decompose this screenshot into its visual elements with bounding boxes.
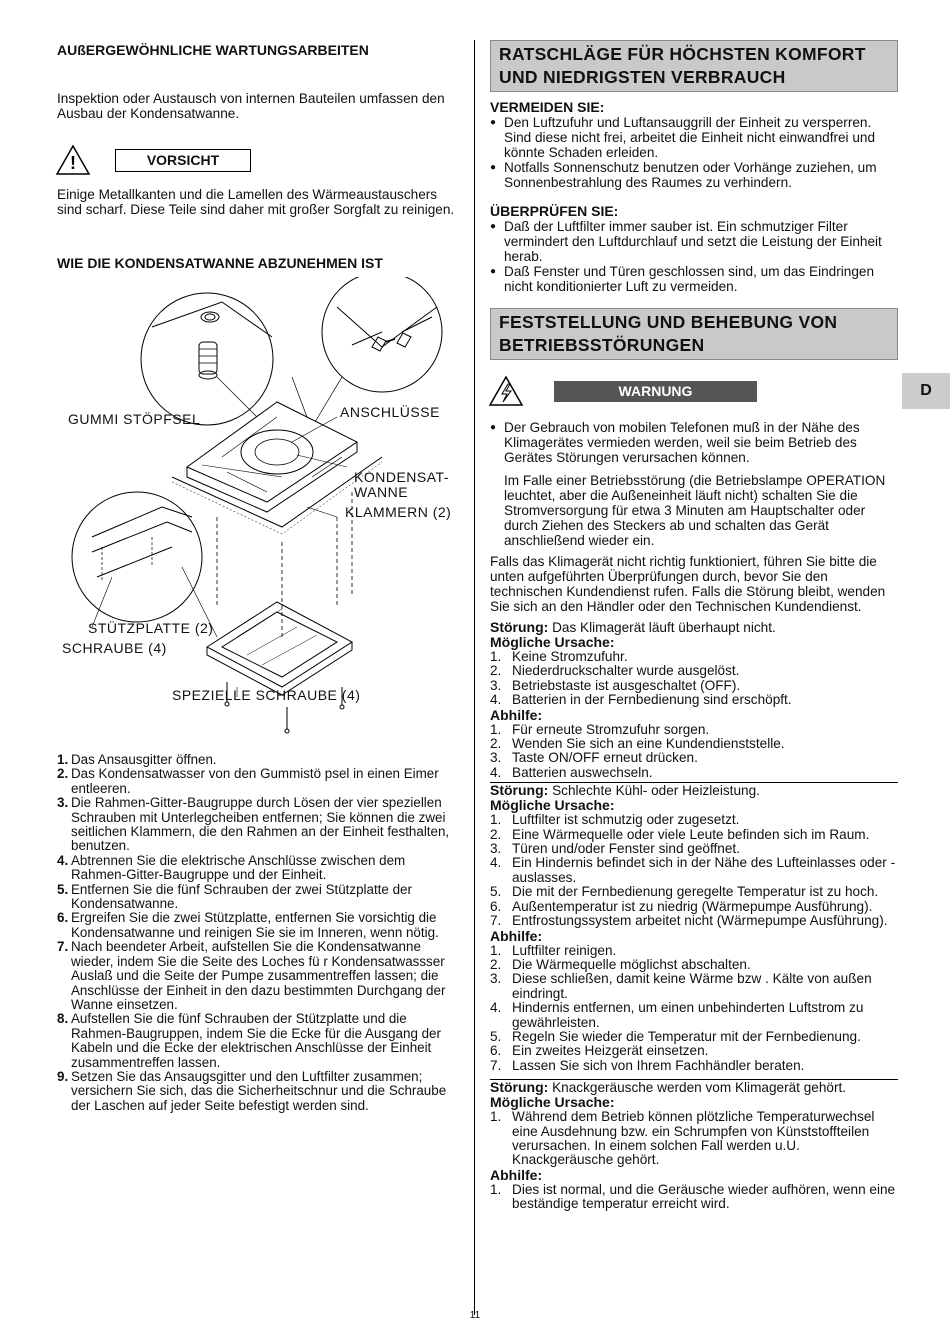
label-special-screw: SPEZIELLE SCHRAUBE (4): [172, 687, 361, 703]
list-item: 3. Türen und/oder Fenster sind geöffnet.: [490, 841, 740, 857]
list-item: 2. Das Kondensatwasser von den Gummistö psel in einen Eimer entleeren.: [57, 766, 439, 796]
cause-title: Mögliche Ursache:: [490, 797, 615, 814]
list-item: 6. Ergreifen Sie die zwei Stützplatte, entfernen Sie vorsichtig die Kondensatwanne und reinigen Sie sie im Inneren, wenn nötig.: [57, 910, 439, 940]
list-item: 6. Außentemperatur ist zu niedrig (Wärmepumpe Ausführung).: [490, 898, 873, 914]
list-item: ● Der Gebrauch von mobilen Telefonen muß in der Nähe des Klimagerätes vermieden werden, weil sie beim Betrieb des Gerätes Störungen verursachen können.: [490, 420, 898, 465]
label-condensate: KONDENSAT-: [354, 469, 449, 485]
maintenance-intro: Inspektion oder Austausch von internen Bauteilen umfassen den Ausbau der Kondensatwanne.: [57, 91, 445, 121]
label-support-plate: STÜTZPLATTE (2): [88, 620, 214, 636]
warning-list: [490, 420, 898, 465]
fault-block: [490, 782, 898, 1073]
removal-steps: [57, 753, 462, 1113]
label-pan: WANNE: [354, 484, 409, 500]
list-item: 9. Setzen Sie das Ansaugsgitter und den Luftfilter zusammen; versichern Sie sich, das die Sicherheitschnur und die Schraube der Laschen auf jeder Seite befestigt werden sind.: [57, 1068, 447, 1113]
section-title-maintenance: AUßERGEWÖHNLICHE WARTUNGSARBEITEN: [57, 42, 369, 58]
electric-hazard-icon: [488, 375, 524, 407]
fault-title: Störung: Schlechte Kühl- oder Heizleistung.: [490, 782, 760, 799]
remedy-list: [490, 1183, 898, 1212]
list-item: ● Den Luftzufuhr und Luftansauggrill der Einheit zu versperren. Sind diese nicht frei, arbeitet die Einheit nicht einwandfrei und könnte Schaden erleiden.: [490, 115, 898, 160]
avoid-title: VERMEIDEN SIE:: [490, 99, 605, 115]
remedy-title: Abhilfe:: [490, 706, 543, 723]
general-paragraph: Falls das Klimagerät nicht richtig funktioniert, führen Sie bitte die unten aufgeführten Überprüfungen durch, bevor Sie den technischen Kundendienst rufen. Falls die Störung bleibt, wenden Sie sich an den Händler oder den Technischen Kundendienst.: [490, 554, 886, 614]
language-tab: D: [902, 373, 950, 409]
fault-title: Störung: Knackgeräusche werden vom Klimagerät gehört.: [490, 1079, 847, 1096]
check-title: ÜBERPRÜFEN SIE:: [490, 203, 619, 219]
list-item: 7. Lassen Sie sich von Ihrem Fachhändler beraten.: [490, 1057, 805, 1073]
list-item: 4. Abtrennen Sie die elektrische Anschlüsse zwischen dem Rahmen-Gitter-Baugruppe und der Einheit.: [57, 852, 406, 883]
label-rubber-plug: GUMMI STÖPFSEL: [68, 411, 201, 427]
banner-troubleshooting: FESTSTELLUNG UND BEHEBUNG VON BETRIEBSSTÖRUNGEN: [490, 308, 898, 360]
list-item: 3. Taste ON/OFF erneut drücken.: [490, 750, 698, 766]
detail-circle-connectors: [322, 277, 442, 392]
list-item: 1. Für erneute Stromzufuhr sorgen.: [490, 721, 710, 737]
detail-circle-plug: [141, 293, 273, 425]
list-item: 2. Wenden Sie sich an eine Kundendienststelle.: [490, 736, 785, 752]
avoid-list: [490, 115, 898, 190]
list-item: 8. Aufstellen Sie die fünf Schrauben der Stützplatte und die Rahmen-Baugruppen, indem Sie die Ecke für die Ausgang der Kabeln und die Ecke der elektrischen Anschlüsse der Einheit zusammentreffen lassen.: [57, 1011, 441, 1070]
detail-circle-support-plate: [72, 492, 202, 622]
list-item: 2. Eine Wärmequelle oder viele Leute befinden sich im Raum.: [490, 826, 870, 842]
cause-title: Mögliche Ursache:: [490, 1094, 615, 1111]
list-item: 5. Entfernen Sie die fünf Schrauben der zwei Stützplatte der Kondensatwanne.: [57, 881, 412, 912]
caution-label: VORSICHT: [115, 149, 251, 172]
list-item: ● Daß Fenster und Türen geschlossen sind, um das Eindringen nicht konditionierter Luft zu vermeiden.: [490, 264, 898, 294]
cause-title: Mögliche Ursache:: [490, 634, 615, 650]
remedy-title: Abhilfe:: [490, 1166, 543, 1183]
remedy-list: [490, 723, 898, 781]
list-item: 6. Ein zweites Heizgerät einsetzen.: [490, 1043, 709, 1059]
right-column: [490, 40, 898, 1212]
list-item: 1. Das Ansausgitter öffnen.: [57, 752, 217, 767]
fault-title: Störung: Das Klimagerät läuft überhaupt nicht.: [490, 619, 776, 635]
remedy-list: [490, 944, 898, 1074]
list-item: ● Daß der Luftfilter immer sauber ist. Ein schmutziger Filter vermindert den Luftdurchlauf und setzt die Leistung der Einheit herab.: [490, 219, 898, 264]
warning-paragraph: Im Falle einer Betriebsstörung (die Betriebslampe OPERATION leuchtet, aber die Außeneinheit läuft nicht) schalten Sie die Stromversorgung für etwa 3 Minuten am Hauptschalter oder durch Ziehen des Steckers ab und schalten das Gerät anschließend wieder ein.: [504, 473, 886, 548]
condensate-pan-diagram: [52, 277, 472, 747]
svg-text:!: !: [70, 153, 76, 173]
cause-list: [490, 1110, 898, 1168]
label-screw: SCHRAUBE (4): [62, 640, 167, 656]
list-item: ● Notfalls Sonnenschutz benutzen oder Vorhänge zuziehen, um Sonnenbestrahlung des Raumes zu verhindern.: [490, 160, 898, 190]
fault-block: [490, 620, 898, 780]
list-item: 7. Entfrostungssystem arbeitet nicht (Wärmepumpe Ausführung).: [490, 913, 888, 929]
page-number: 11: [469, 1310, 481, 1321]
check-list: [490, 219, 898, 294]
list-item: 5. Regeln Sie wieder die Temperatur mit der Fernbedienung.: [490, 1028, 861, 1044]
list-item: 1. Während dem Betrieb können plötzliche Temperaturwechsel eine Ausdehnung bzw. ein Schrumpfen von Künststoffteilen verursachen. In einem solchen Fall werden u.U. Knackgeräusche gehört.: [490, 1109, 875, 1168]
list-item: 4. Batterien auswechseln.: [490, 764, 653, 780]
list-item: 3. Diese schließen, damit keine Wärme bzw . Kälte von außen eindringt.: [490, 971, 872, 1001]
caution-text: Einige Metallkanten und die Lamellen des Wärmeaustauschers sind scharf. Diese Teile sind daher mit großer Sorgfalt zu reinigen.: [57, 187, 455, 217]
warning-label: WARNUNG: [554, 381, 757, 402]
list-item: 1. Luftfilter ist schmutzig oder zugesetzt.: [490, 812, 740, 828]
list-item: 2. Niederdruckschalter wurde ausgelöst.: [490, 663, 740, 679]
fault-block: [490, 1079, 898, 1211]
list-item: 7. Nach beendeter Arbeit, aufstellen Sie die Kondensatwanne wieder, indem Sie die Seite des Loches fü r Kondensatwassser Auslaß und die Seite der Pumpe zusammentreffen lassen; die Anschlüsse der Einheit in den dazu bestimmten Durchgang der Wanne einsetzen.: [57, 939, 446, 1012]
left-column: [57, 40, 462, 1113]
section-title-remove-pan: WIE DIE KONDENSATWANNE ABZUNEHMEN IST: [57, 255, 383, 271]
cause-list: [490, 650, 898, 708]
cause-list: [490, 813, 898, 928]
label-clamps: KLAMMERN (2): [345, 504, 452, 520]
label-connections: ANSCHLÜSSE: [340, 404, 440, 420]
list-item: 2. Die Wärmequelle möglichst abschalten.: [490, 956, 751, 972]
caution-row: [57, 143, 462, 177]
list-item: 4. Ein Hindernis befindet sich in der Nähe des Lufteinlasses oder -auslasses.: [490, 855, 896, 885]
remedy-title: Abhilfe:: [490, 927, 543, 944]
list-item: 1. Dies ist normal, und die Geräusche wieder aufhören, wenn eine beständige temperatur erreicht wird.: [490, 1181, 896, 1212]
list-item: 4. Batterien in der Fernbedienung sind erschöpft.: [490, 692, 792, 708]
list-item: 1. Luftfilter reinigen.: [490, 942, 617, 958]
list-item: 3. Betriebstaste ist ausgeschaltet (OFF).: [490, 677, 741, 693]
warning-row: [490, 374, 898, 408]
list-item: 1. Keine Stromzufuhr.: [490, 649, 628, 664]
list-item: 4. Hindernis entfernen, um einen unbehinderten Luftstrom zu gewährleisten.: [490, 1000, 864, 1030]
banner-comfort-tips: RATSCHLÄGE FÜR HÖCHSTEN KOMFORT UND NIEDRIGSTEN VERBRAUCH: [490, 40, 898, 92]
column-divider: [474, 40, 475, 1315]
list-item: 5. Die mit der Fernbedienung geregelte Temperatur ist zu hoch.: [490, 884, 879, 900]
list-item: 3. Die Rahmen-Gitter-Baugruppe durch Lösen der vier speziellen Schrauben mit Unterlegcheiben entfernen; Sie können die zwei seitlichen Klammern, die den Rahmen an der Einheit festhalten, benutzen.: [57, 795, 450, 854]
warning-triangle-icon: [55, 144, 91, 176]
